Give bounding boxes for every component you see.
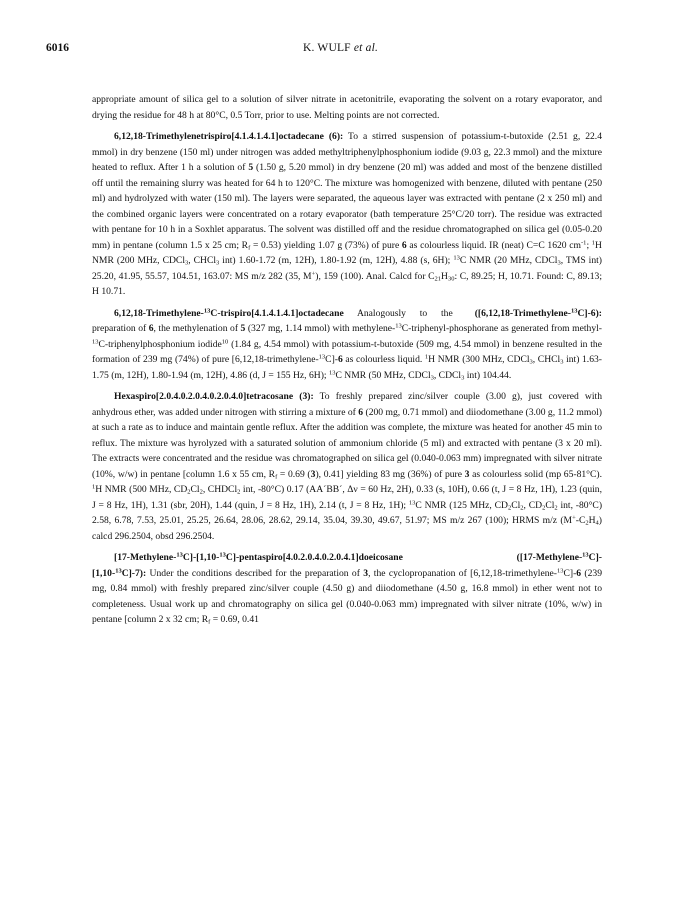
paragraph-labelled-compound-6: 6,12,18-Trimethylene-$^{13}$C-trispiro[4.1.4.1.4.1]octadecane ([6,12,18-Trimethylene-$^{13}$C]-6): Analogously to the preparation of 6, the methylenation of 5 (327 mg, 1.14 mmol) with methylene-$^{13}$C-triphenyl-phosphorane as generated from methyl-$^{13}$C-triphenylphosphonium iodide$^{10}$ (1.84 g, 4.54 mmol) with potassium-t-butoxide (509 mg, 4.54 mmol) in benzene resulted in the formation of 239 mg (74%) of pure [6,12,18-trimethylene-$^{13}$C]-6 as colourless liquid. $^1$H NMR (300 MHz, CDCl$_3$, CHCl$_3$ int) 1.63-1.75 (m, 12H), 1.80-1.94 (m, 12H), 4.86 (d, J = 155 Hz, 6H); $^{13}$C NMR (50 MHz, CDCl$_3$, CDCl$_3$ int) 104.44. xyxy=(92,307,602,381)
compound-3-heading: Hexaspiro[2.0.4.0.2.0.4.0.2.0.4.0]tetracosane (3): xyxy=(114,391,314,402)
labelled-compound-6-label: ([6,12,18-Trimethylene-$^{13}$C]-6): xyxy=(474,307,602,319)
labelled-compound-6-heading: 6,12,18-Trimethylene-$^{13}$C-trispiro[4.1.4.1.4.1]octadecane ([6,12,18-Trimethylene-$^{13}$C]-6): xyxy=(114,308,344,319)
running-head-et-al: et al. xyxy=(353,42,379,54)
labelled-compound-7-heading: [17-Methylene-$^{13}$C]-[1,10-$^{13}$C]-pentaspiro[4.0.2.0.4.0.2.0.4.1]doeicosane ([17-Methylene-$^{13}$C]- [1,10-$^{13}$C]-7): xyxy=(92,551,602,579)
paragraph-labelled-compound-7: [17-Methylene-$^{13}$C]-[1,10-$^{13}$C]-pentaspiro[4.0.2.0.4.0.2.0.4.1]doeicosane ([17-Methylene-$^{13}$C]- [1,10-$^{13}$C]-7): Under the conditions described for the preparation of 3, the cyclopropanation of [6,12,18-trimethylene-$^{13}$C]-6 (239 mg, 0.84 mmol) with freshly prepared zinc/silver couple (4.50 g) and diiodomethane (4.50 g, 16.8 mmol) in ether went not to completeness. Usual work up and chromatography on silica gel (0.040-0.063 mm) impregnated with silver nitrate (10%, w/w) in pentane [column 2 x 32 cm; $R_f = 0.69$, 0.41 xyxy=(92,551,603,626)
paragraph-silica-preparation: appropriate amount of silica gel to a solution of silver nitrate in acetonitrile, evaporating the solvent on a rotary evaporator, and drying the residue for 48 h at 80°C, 0.5 Torr, prior to use. Melting points are not corrected. xyxy=(92,94,602,121)
running-head-author: K. WULF xyxy=(302,42,351,54)
compound-6-heading: 6,12,18-Trimethylenetrispiro[4.1.4.1.4.1]octadecane (6): xyxy=(114,131,344,142)
running-head xyxy=(0,42,681,54)
page-number: 6016 xyxy=(46,42,69,54)
labelled-compound-7-label: ([17-Methylene-$^{13}$C]- xyxy=(516,551,602,563)
paragraph-compound-6: 6,12,18-Trimethylenetrispiro[4.1.4.1.4.1]octadecane (6): To a stirred suspension of potassium-t-butoxide (2.51 g, 22.4 mmol) in dry benzene (150 ml) under nitrogen was added methyltriphenylphosphonium iodide (9.03 g, 22.3 mmol) and the mixture heated to reflux. After 1 h a solution of 5 (1.50 g, 5.20 mmol) in dry benzene (20 ml) was added and most of the benzene distilled off until the remaining slurry was heated for 64 h to 120°C. The mixture was homogenized with benzene, diluted with pentane (250 ml) and hydrolyzed with water (150 ml). The layers were separated, the aqueous layer was extracted with pentane (2 x 250 ml) and the combined organic layers were concentrated on a rotary evaporator (bath temperature 25°C/20 torr). The residue was extracted with pentane for 10 h in a Soxhlet apparatus. The solvent was distilled off and the residue chromatographed on silica gel (0.05-0.20 mm) in pentane (column 1.5 x 25 cm; $R_f = 0.53$) yielding 1.07 g (73%) of pure 6 as colourless liquid. IR (neat) C=C 1620 $cm^{-1}$; $^1$H NMR (200 MHz, CDCl$_3$, CHCl$_3$ int) 1.60-1.72 (m, 12H), 1.80-1.92 (m, 12H), 4.88 (s, 6H); $^{13}$C NMR (20 MHz, CDCl$_3$, TMS int) 25.20, 41.95, 55.57, 104.51, 163.07: MS m/z 282 (35, M+), 159 (100). Anal. Calcd for $C_{21}H_{30}$: C, 89.25; H, 10.71. Found: C, 89.13; H 10.71. xyxy=(92,131,602,297)
experimental-text xyxy=(92,92,602,634)
paragraph-compound-3: Hexaspiro[2.0.4.0.2.0.4.0.2.0.4.0]tetracosane (3): To freshly prepared zinc/silver couple (3.00 g), just covered with anhydrous ether, was added under nitrogen with stirring a mixture of 6 (200 mg, 0.71 mmol) and diiodomethane (3.00 g, 11.2 mmol) at such a rate as to induce and maintain gentle reflux. After the addition was complete, the mixture was heated for another 45 min to reflux. The mixture was hyrolyzed with a saturated solution of ammonium chloride (5 ml) and extracted with pentane (3 x 20 ml). The extracts were concentrated and the residue was chromatographed on silica gel (0.040-0.063 mm) impregnated with silver nitrate (10%, w/w) in pentane [column 1.6 x 55 cm, $R_f = 0.69$ (3), 0.41] yielding 83 mg (36%) of pure 3 as colourless solid (mp 65-81°C). $^1$H NMR (500 MHz, $CD_2Cl_2$, CHDCl$_2$ int, -80°C) 0.17 (AA´BB´, Δν = 60 Hz, 2H), 0.33 (s, 10H), 0.66 (t, J = 8 Hz, 1H), 1.23 (quin, J = 8 Hz, 1H), 1.31 (sbr, 20H), 1.44 (quin, J = 8 Hz, 1H), 2.14 (t, J = 8 Hz, 1H); $^{13}$C NMR (125 MHz, $CD_2Cl_2$, $CD_2Cl_2$ int, -80°C) 2.58, 6.78, 7.53, 25.01, 25.25, 26.64, 28.06, 28.62, 29.14, 35.04, 39.30, 49.67, 51.97; MS m/z 267 (100); HRMS m/z $(M^+-C_2H_4)$ calcd 296.2504, obsd 296.2504. xyxy=(92,391,603,542)
